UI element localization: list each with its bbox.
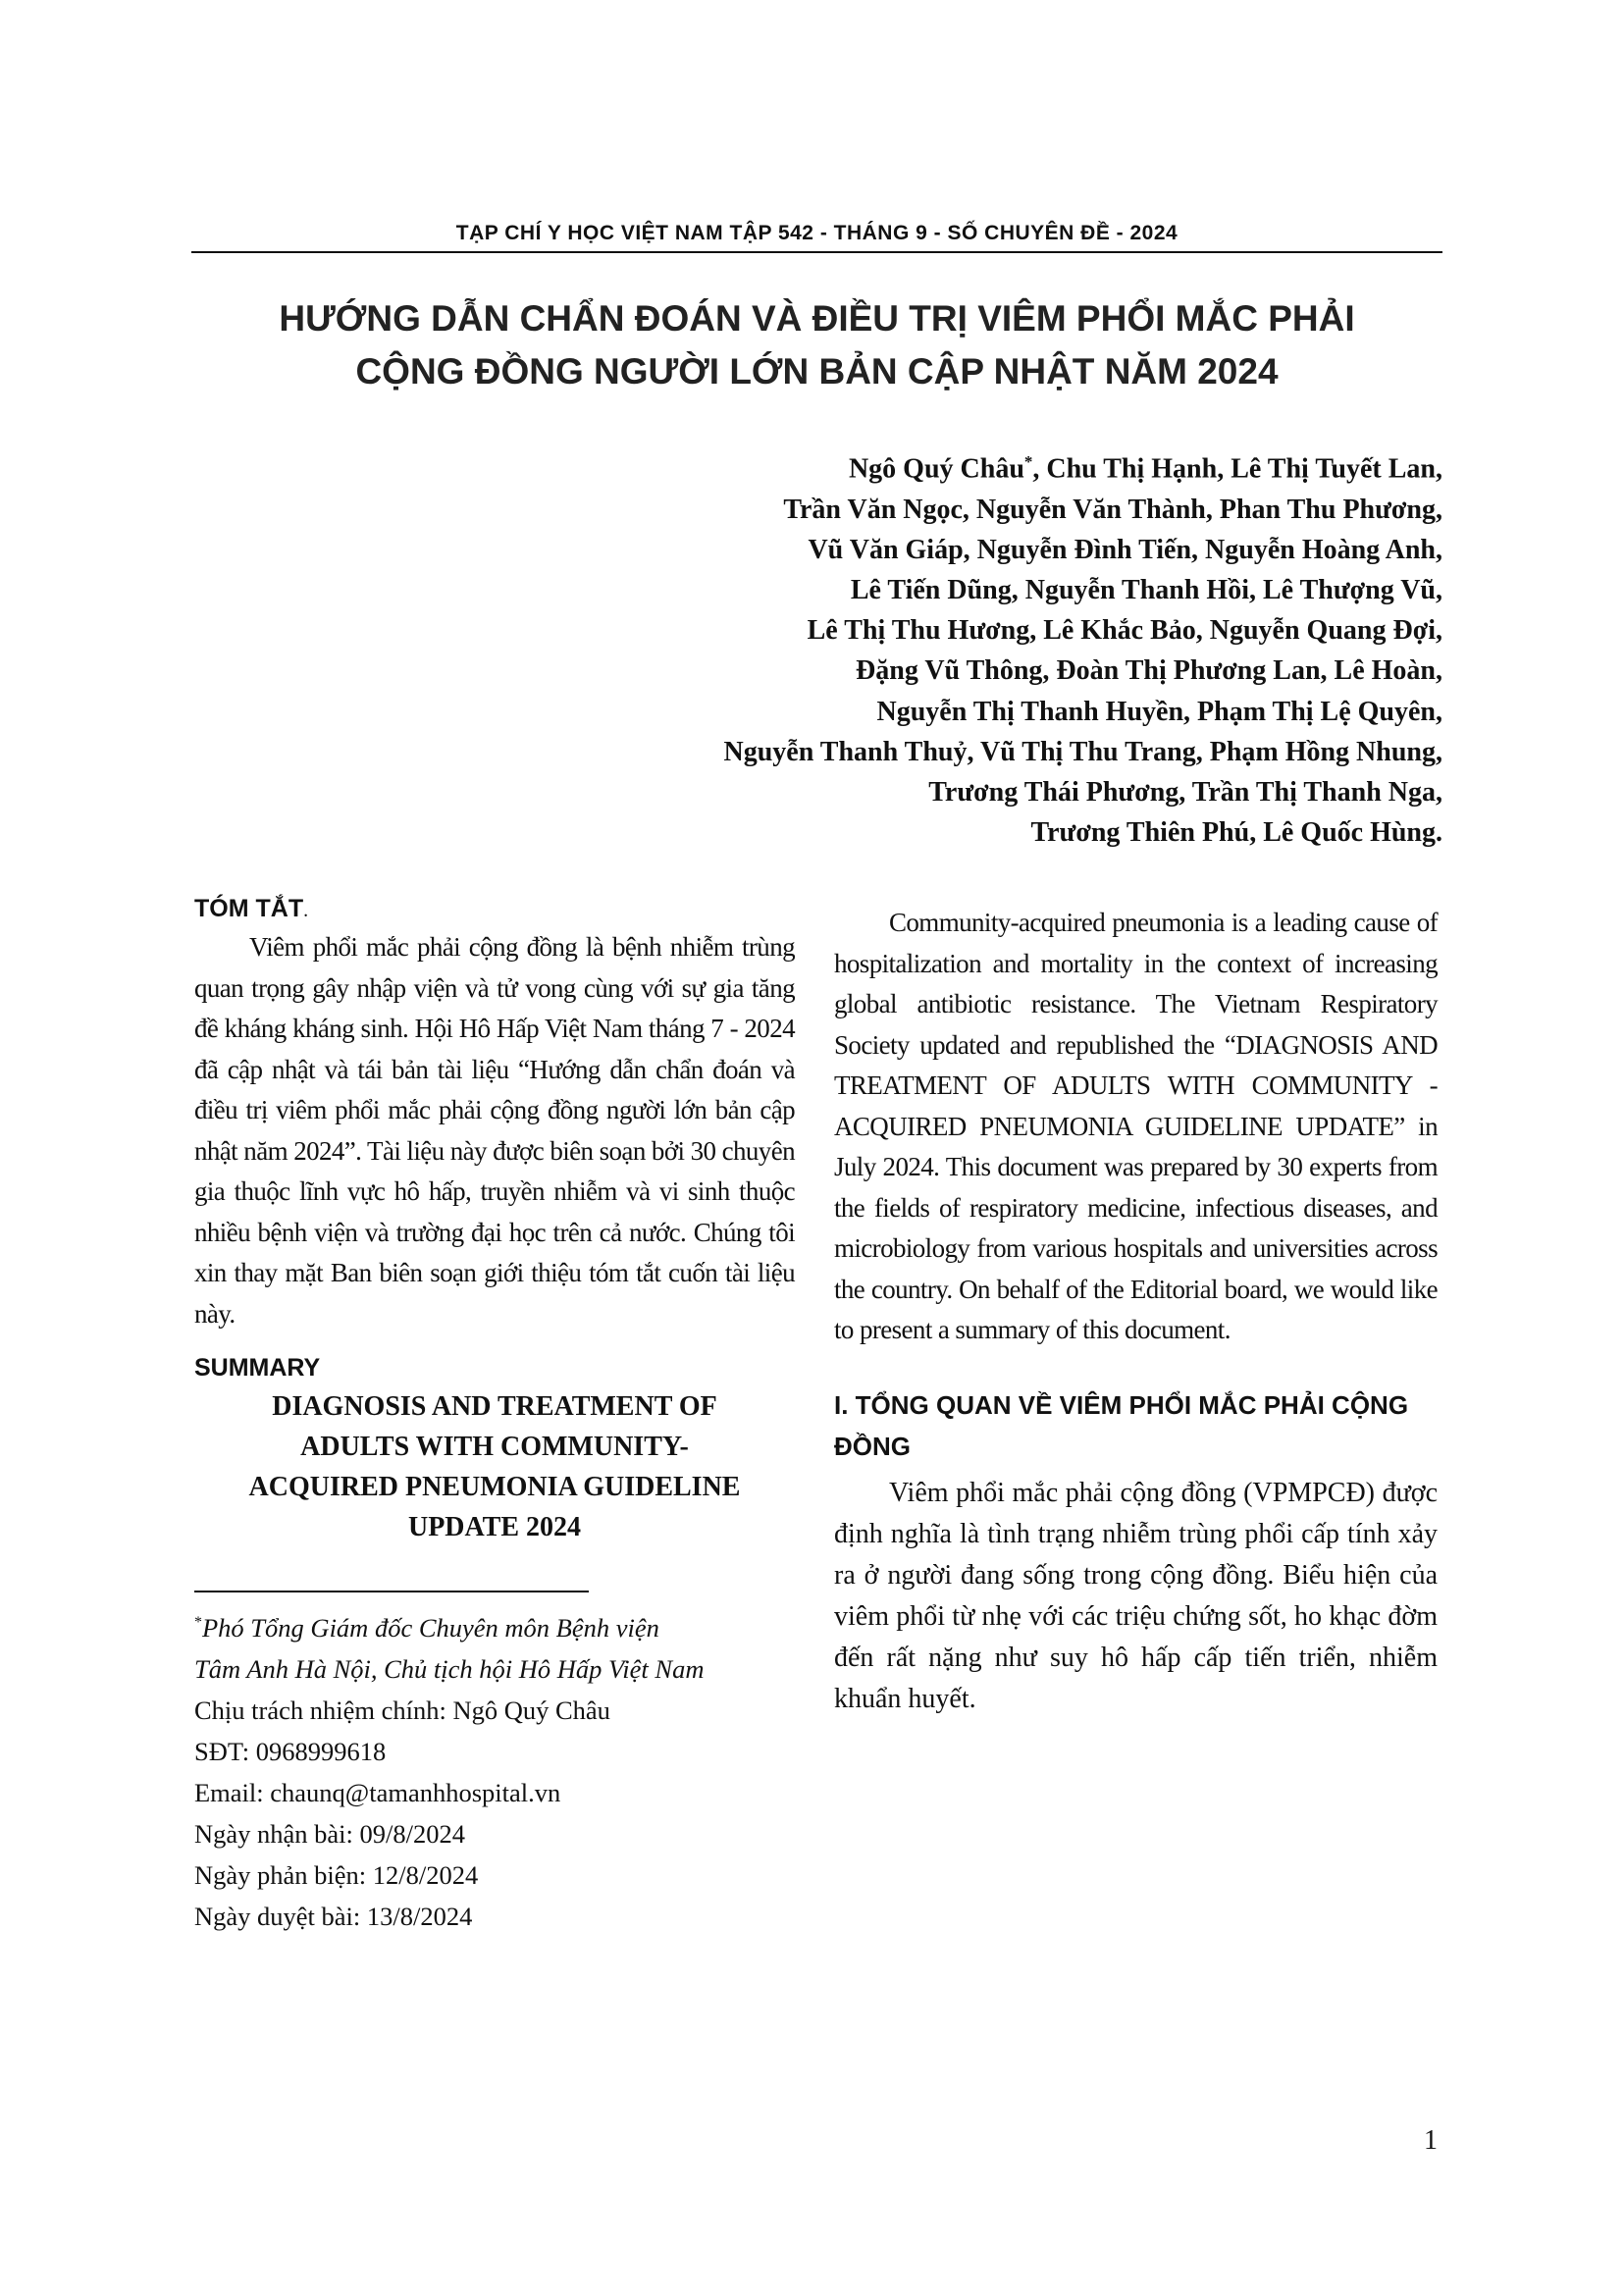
affiliation-line: Tâm Anh Hà Nội, Chủ tịch hội Hô Hấp Việt Nam [194, 1653, 705, 1684]
summary-heading: SUMMARY [194, 1354, 321, 1382]
abstract-en-text: Community-acquired pneumonia is a leading cause of hospitalization and mortality in the context of increasing global antibiotic resistance. The Vietnam Respiratory Society updated and republished the “DIAGNOSIS AND TREATMENT OF ADULTS WITH COMMUNITY - ACQUIRED PNEUMONIA GUIDELINE UPDATE” in July 2024. This document was prepared by 30 experts from the fields of respiratory medicine, infectious diseases, and microbiology from various hospitals and universities across the country. On behalf of the Editorial board, we would like to present a summary of this document. [834, 908, 1438, 1344]
author-line: Lê Tiến Dũng, Nguyễn Thanh Hồi, Lê Thượng Vũ, [850, 574, 1442, 605]
section-1-text: Viêm phổi mắc phải cộng đồng (VPMPCĐ) được định nghĩa là tình trạng nhiễm trùng phổi cấp tính xảy ra ở người đang sống trong cộng đồng. Biểu hiện của viêm phổi từ nhẹ với các triệu chứng sốt, ho khạc đờm đến rất nặng như suy hô hấp cấp tiến triển, nhiễm khuẩn huyết. [834, 1477, 1438, 1714]
abstract-heading-text: TÓM TẮT [194, 895, 304, 922]
footnote-marker: * [194, 1614, 202, 1631]
title-line: CỘNG ĐỒNG NGƯỜI LỚN BẢN CẬP NHẬT NĂM 2024 [355, 351, 1279, 391]
journal-running-header: TẠP CHÍ Y HỌC VIỆT NAM TẬP 542 - THÁNG 9 - SỐ CHUYÊN ĐỀ - 2024 [455, 222, 1179, 244]
author-line: Lê Thị Thu Hương, Lê Khắc Bảo, Nguyễn Quang Đợi, [807, 615, 1442, 647]
article-title [191, 292, 1442, 398]
review-date: Ngày phản biện: 12/8/2024 [194, 1859, 479, 1890]
affiliation-text: Phó Tổng Giám đốc Chuyên môn Bệnh viện [202, 1612, 659, 1643]
phone-number: SĐT: 0968999618 [194, 1736, 387, 1766]
left-column [194, 895, 795, 1937]
author-line: Trần Văn Ngọc, Nguyễn Văn Thành, Phan Thu Phương, [783, 494, 1442, 525]
summary-title-line: DIAGNOSIS AND TREATMENT OF [272, 1391, 717, 1422]
author-line-rest: , Chu Thị Hạnh, Lê Thị Tuyết Lan, [1032, 453, 1442, 485]
abstract-heading-suffix: . [303, 900, 309, 921]
summary-title [194, 1386, 795, 1547]
right-column [834, 903, 1438, 1720]
footnote-divider [194, 1591, 589, 1592]
footnote-marker: * [1023, 452, 1033, 471]
summary-title-line: ACQUIRED PNEUMONIA GUIDELINE [248, 1472, 741, 1502]
page-number: 1 [1424, 2125, 1438, 2156]
corresponding-author: Ngô Quý Châu [848, 453, 1024, 485]
author-list [461, 442, 1442, 853]
author-line [461, 442, 1442, 490]
author-line: Trương Thiên Phú, Lê Quốc Hùng. [1030, 817, 1442, 849]
author-line: Nguyễn Thanh Thuỷ, Vũ Thị Thu Trang, Phạm Hồng Nhung, [723, 736, 1442, 767]
section-1-heading: I. TỔNG QUAN VỀ VIÊM PHỔI MẮC PHẢI CỘNG ĐỒNG [834, 1389, 1409, 1461]
abstract-vi-text: Viêm phổi mắc phải cộng đồng là bệnh nhiễm trùng quan trọng gây nhập viện và tử vong cùng với sự gia tăng đề kháng kháng sinh. Hội Hô Hấp Việt Nam tháng 7 - 2024 đã cập nhật và tái bản tài liệu “Hướng dẫn chẩn đoán và điều trị viêm phổi mắc phải cộng đồng người lớn bản cập nhật năm 2024”. Tài liệu này được biên soạn bởi 30 chuyên gia thuộc lĩnh vực hô hấp, truyền nhiễm và vi sinh thuộc nhiều bệnh viện và trường đại học trên cả nước. Chúng tôi xin thay mặt Ban biên soạn giới thiệu tóm tắt cuốn tài liệu này. [194, 932, 795, 1329]
title-line: HƯỚNG DẪN CHẨN ĐOÁN VÀ ĐIỀU TRỊ VIÊM PHỔI MẮC PHẢI [279, 298, 1355, 339]
author-line: Vũ Văn Giáp, Nguyễn Đình Tiến, Nguyễn Hoàng Anh, [808, 534, 1442, 565]
author-line: Nguyễn Thị Thanh Huyền, Phạm Thị Lệ Quyên, [876, 696, 1442, 727]
affiliation-line [194, 1602, 795, 1648]
responsible-author: Chịu trách nhiệm chính: Ngô Quý Châu [194, 1695, 610, 1725]
email-address: Email: chaunq@tamanhhospital.vn [194, 1777, 561, 1807]
abstract-heading [194, 895, 795, 923]
header-divider [191, 251, 1442, 253]
author-line: Trương Thái Phương, Trần Thị Thanh Nga, [928, 776, 1442, 808]
accepted-date: Ngày duyệt bài: 13/8/2024 [194, 1901, 473, 1931]
summary-title-line: ADULTS WITH COMMUNITY- [300, 1432, 689, 1462]
received-date: Ngày nhận bài: 09/8/2024 [194, 1818, 465, 1849]
summary-title-line: UPDATE 2024 [407, 1512, 582, 1542]
author-line: Đặng Vũ Thông, Đoàn Thị Phương Lan, Lê Hoàn, [856, 655, 1442, 687]
